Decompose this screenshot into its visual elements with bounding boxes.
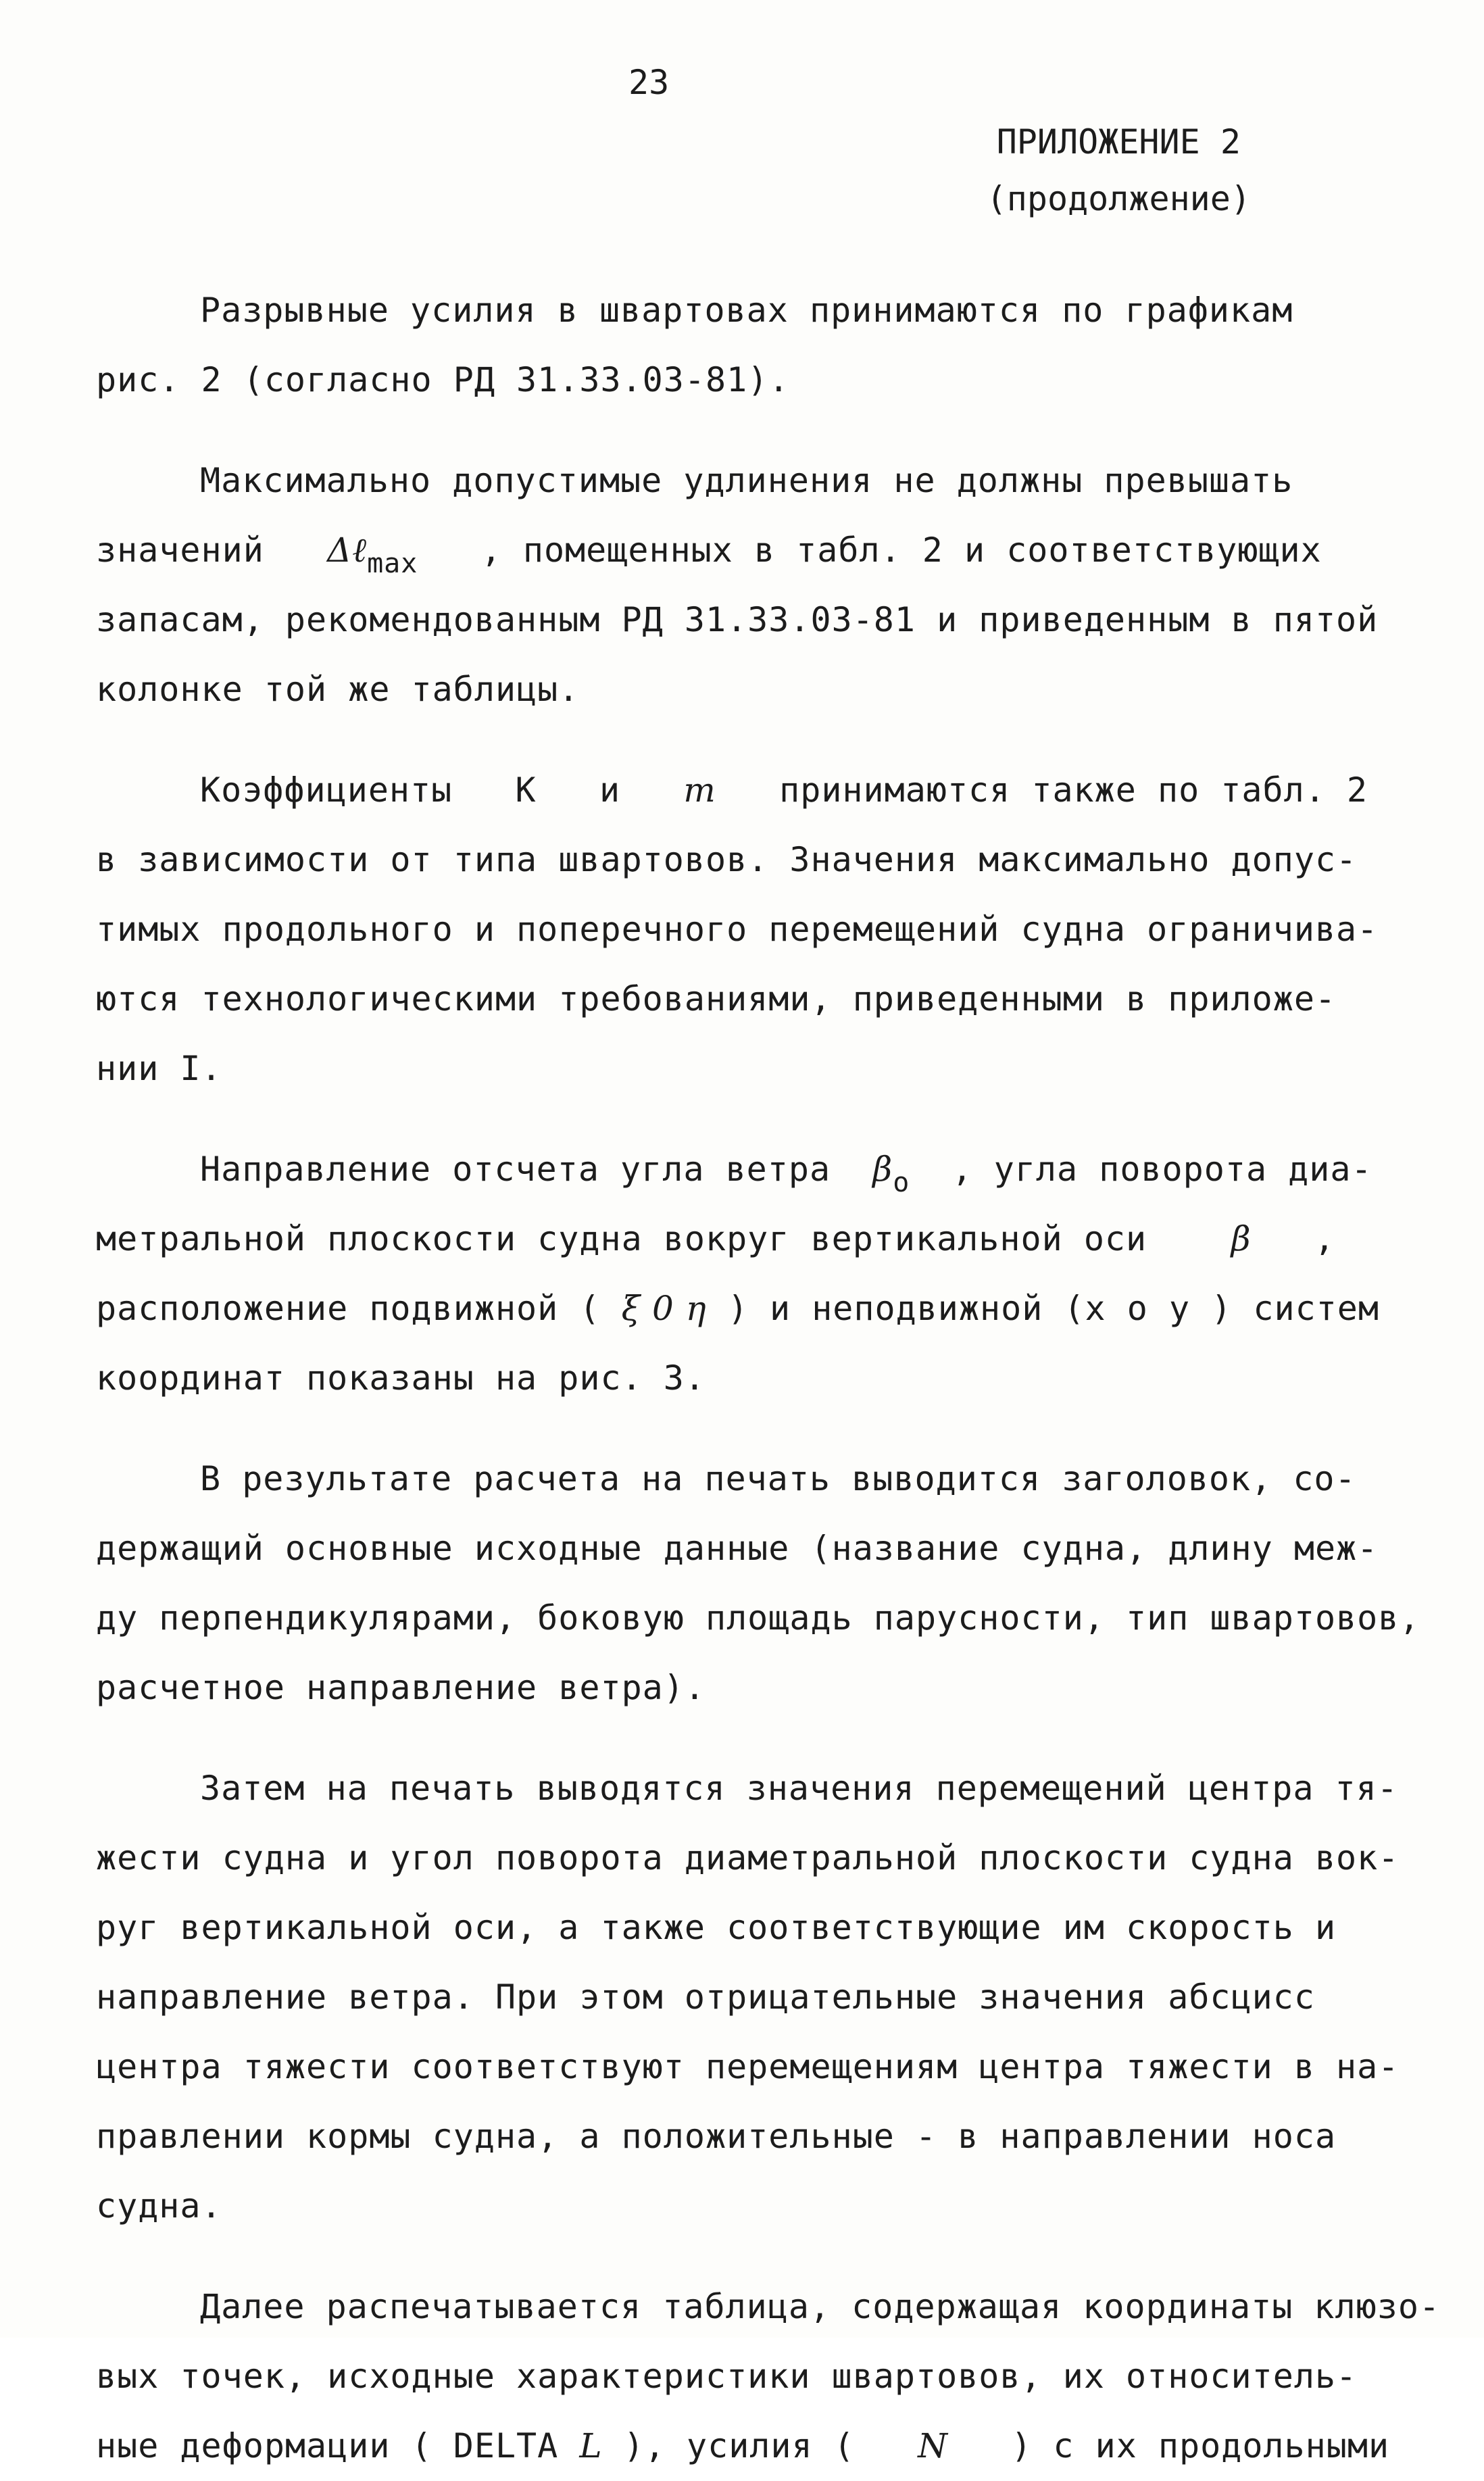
moving-axes-symbol: ξ 0 η	[621, 1289, 707, 1328]
delta-l-symbol: Δℓ	[327, 531, 368, 570]
text-line: нии I.	[96, 1049, 222, 1088]
text-line: направление ветра. При этом отрицательные значения абсцисс	[96, 1978, 1315, 2017]
text-line: Коэффициенты К и m принимаются также по табл. 2	[200, 770, 1368, 810]
appendix-title: ПРИЛОЖЕНИЕ 2	[996, 122, 1241, 162]
n-symbol: N	[918, 2426, 948, 2465]
page-number: 23	[628, 63, 670, 102]
text-line: держащий основные исходные данные (название судна, длину меж-	[96, 1529, 1379, 1568]
m-symbol: m	[683, 770, 716, 810]
text-line: значений Δℓ$_{max}$ , помещенных в табл. 2 и соответствующих	[96, 531, 1322, 579]
appendix-continued: (продолжение)	[986, 179, 1251, 218]
text-line: колонке той же таблицы.	[96, 670, 580, 709]
text-line: в зависимости от типа швартовов. Значения максимально допус-	[96, 840, 1358, 879]
text-line: расчетное направление ветра).	[96, 1668, 706, 1707]
body-text	[96, 276, 1441, 2481]
beta-symbol: β	[872, 1150, 893, 1189]
beta-symbol: β	[1231, 1219, 1252, 1258]
text-line: ду перпендикулярами, боковую площадь парусности, тип швартовов,	[96, 1598, 1420, 1638]
text-line: Далее распечатывается таблица, содержащая координаты клюзо-	[200, 2287, 1441, 2326]
text-line: ются технологическими требованиями, приведенными в приложе-	[96, 979, 1337, 1018]
text-line: тимых продольного и поперечного перемещений судна ограничива-	[96, 910, 1379, 949]
text-line: метральной плоскости судна вокруг вертикальной оси β ,	[96, 1219, 1335, 1258]
text-line: В результате расчета на печать выводится заголовок, со-	[200, 1459, 1356, 1498]
text-line: запасам, рекомендованным РД 31.33.03-81 и приведенным в пятой	[96, 600, 1379, 639]
text-line: ные деформации ( DELTA L ), усилия ( N ) с их продольными	[96, 2426, 1390, 2465]
text-line: центра тяжести соответствуют перемещениям центра тяжести в на-	[96, 2047, 1400, 2086]
text-line: координат показаны на рис. 3.	[96, 1358, 706, 1398]
delta-label: DELTA	[453, 2426, 559, 2465]
text-line: Разрывные усилия в швартовах принимаются по графикам	[200, 291, 1293, 330]
l-symbol: L	[579, 2426, 603, 2465]
text-line: расположение подвижной ( ξ 0 η ) и неподвижной (x o y ) систем	[96, 1289, 1379, 1328]
text-line: жести судна и угол поворота диаметральной плоскости судна вок-	[96, 1838, 1400, 1877]
text-line: правлении кормы судна, а положительные - в направлении носа	[96, 2117, 1337, 2156]
text-line: судна.	[96, 2186, 222, 2226]
fixed-axes-symbol: x o y	[1085, 1289, 1191, 1328]
text-line: рис. 2 (согласно РД 31.33.03-81).	[96, 360, 790, 399]
text-line: Направление отсчета угла ветра $\beta_о$ , угла поворота диа-	[200, 1150, 1372, 1198]
appendix-header	[987, 114, 1251, 227]
text-line: руг вертикальной оси, а также соответствующие им скорость и	[96, 1908, 1337, 1947]
text-line: вых точек, исходные характеристики швартовов, их относитель-	[96, 2357, 1358, 2396]
max-subscript: max	[367, 548, 418, 579]
text-line: Максимально допустимые удлинения не должны превышать	[200, 461, 1293, 500]
text-line: Затем на печать выводятся значения перемещений центра тя-	[200, 1769, 1398, 1808]
